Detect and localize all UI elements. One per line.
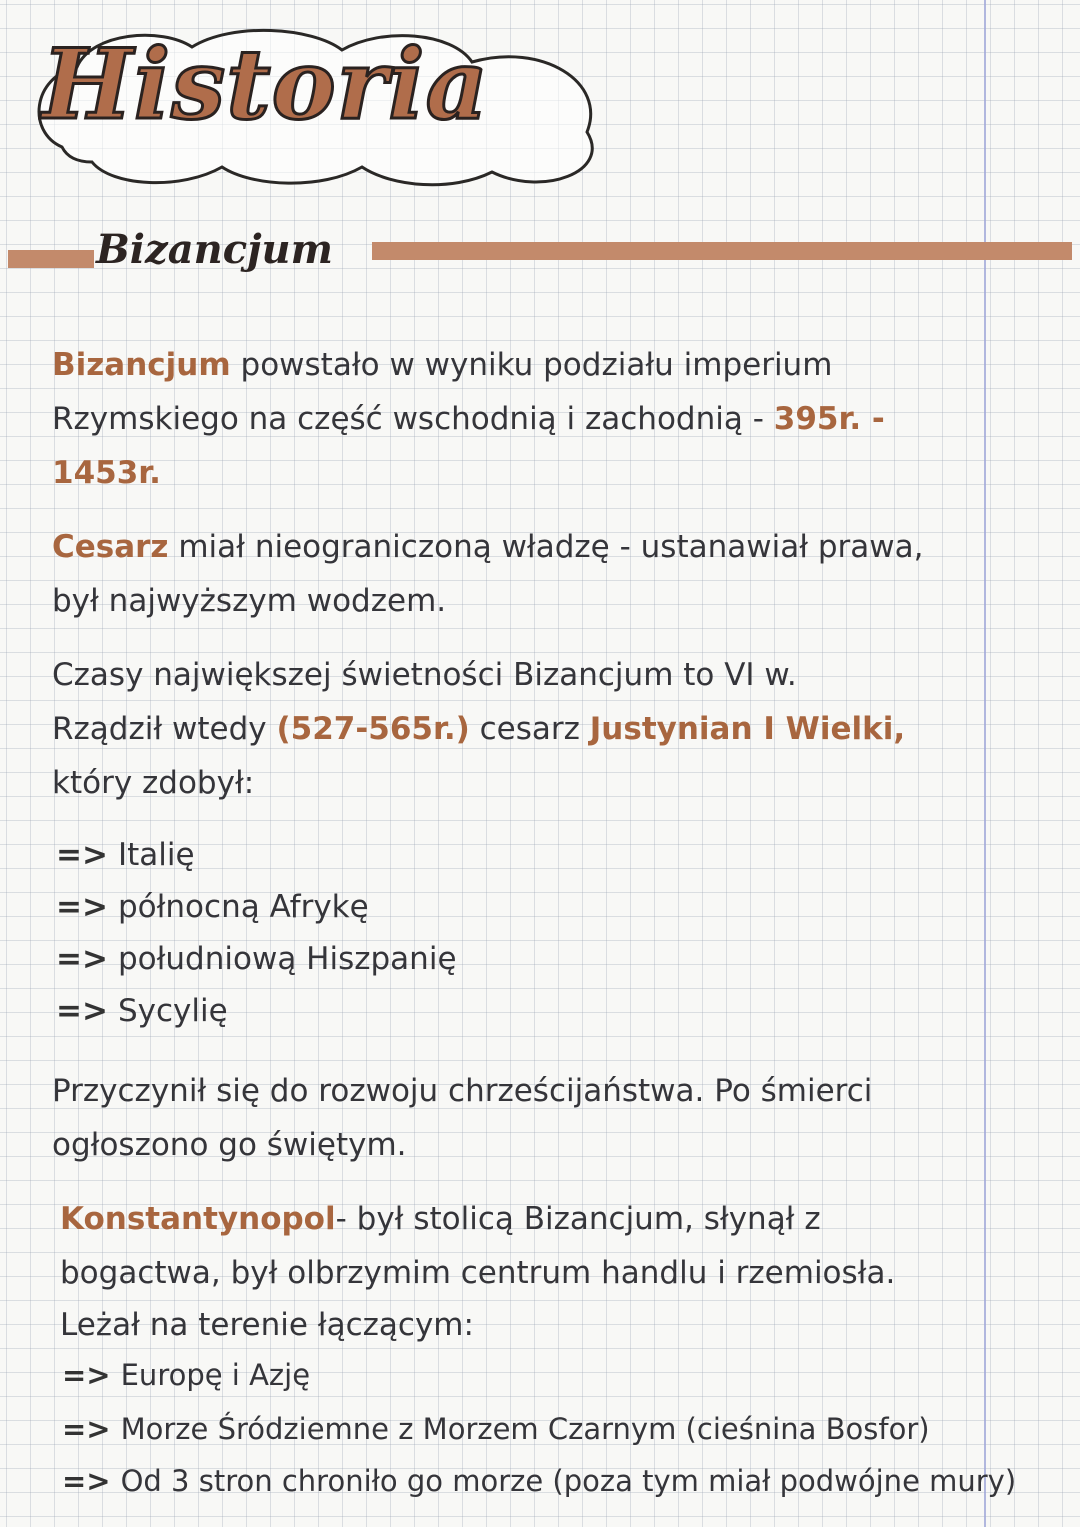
connection-text: Od 3 stron chroniło go morze (poza tym miał podwójne mury) — [120, 1464, 1017, 1498]
conquest-text: Sycylię — [117, 993, 228, 1029]
connection-item — [62, 1456, 1016, 1506]
page-title: Historia — [42, 28, 489, 141]
connection-text: Morze Śródziemne z Morzem Czarnym (cieśnina Bosfor) — [120, 1412, 930, 1446]
reign-years: (527-565r.) — [276, 711, 470, 747]
section-band-right — [372, 242, 1072, 260]
paragraph-cesarz — [52, 520, 932, 628]
conquest-item — [56, 986, 228, 1036]
conquest-text: Italię — [117, 837, 195, 873]
arrow-icon: => — [56, 889, 108, 925]
paragraph-justynian — [52, 648, 972, 810]
conquest-text: południową Hiszpanię — [117, 941, 457, 977]
date-range: 395r. - 1453r. — [52, 401, 885, 491]
connection-text: Europę i Azję — [120, 1358, 311, 1392]
arrow-icon: => — [56, 837, 108, 873]
arrow-icon: => — [62, 1412, 111, 1446]
arrow-icon: => — [56, 993, 108, 1029]
term-bizancjum: Bizancjum — [52, 347, 231, 383]
justynian-line-3: który zdobył: — [52, 765, 255, 801]
paragraph-bizancjum-text: powstało w wyniku podziału imperium Rzymskiego na część wschodnią i zachodnią - — [52, 347, 833, 437]
arrow-icon: => — [62, 1464, 111, 1498]
conquest-item — [56, 882, 369, 932]
justynian-line-2-start: Rządził wtedy — [52, 711, 267, 747]
section-title: Bizancjum — [96, 226, 333, 273]
justynian-line-2 — [52, 702, 972, 756]
konstantynopol-lead: Leżał na terenie łączącym: — [60, 1307, 474, 1343]
paragraph-chrzescijanstwo: Przyczynił się do rozwoju chrześcijaństwa. Po śmierci ogłoszono go świętym. — [52, 1073, 873, 1163]
justynian-line-2-mid: cesarz — [479, 711, 580, 747]
emperor-name: Justynian I Wielki, — [589, 711, 906, 747]
konstantynopol-text: - był stolicą Bizancjum, słynął z bogactwa, był olbrzymim centrum handlu i rzemiosła. — [60, 1201, 896, 1291]
conquest-item — [56, 934, 457, 984]
arrow-icon: => — [56, 941, 108, 977]
arrow-icon: => — [62, 1358, 111, 1392]
connection-item — [62, 1350, 310, 1400]
term-cesarz: Cesarz — [52, 529, 169, 565]
connection-item — [62, 1404, 930, 1454]
paragraph-cesarz-text: miał nieograniczoną władzę - ustanawiał prawa, był najwyższym wodzem. — [52, 529, 924, 619]
paragraph-konstantynopol — [60, 1192, 990, 1350]
paragraph-bizancjum — [52, 338, 952, 500]
konstantynopol-body — [60, 1192, 990, 1300]
conquest-text: północną Afrykę — [117, 889, 369, 925]
conquest-item — [56, 830, 195, 880]
section-band-left — [8, 250, 94, 268]
term-konstantynopol: Konstantynopol — [60, 1201, 336, 1237]
justynian-line-1: Czasy największej świetności Bizancjum to VI w. — [52, 657, 797, 693]
